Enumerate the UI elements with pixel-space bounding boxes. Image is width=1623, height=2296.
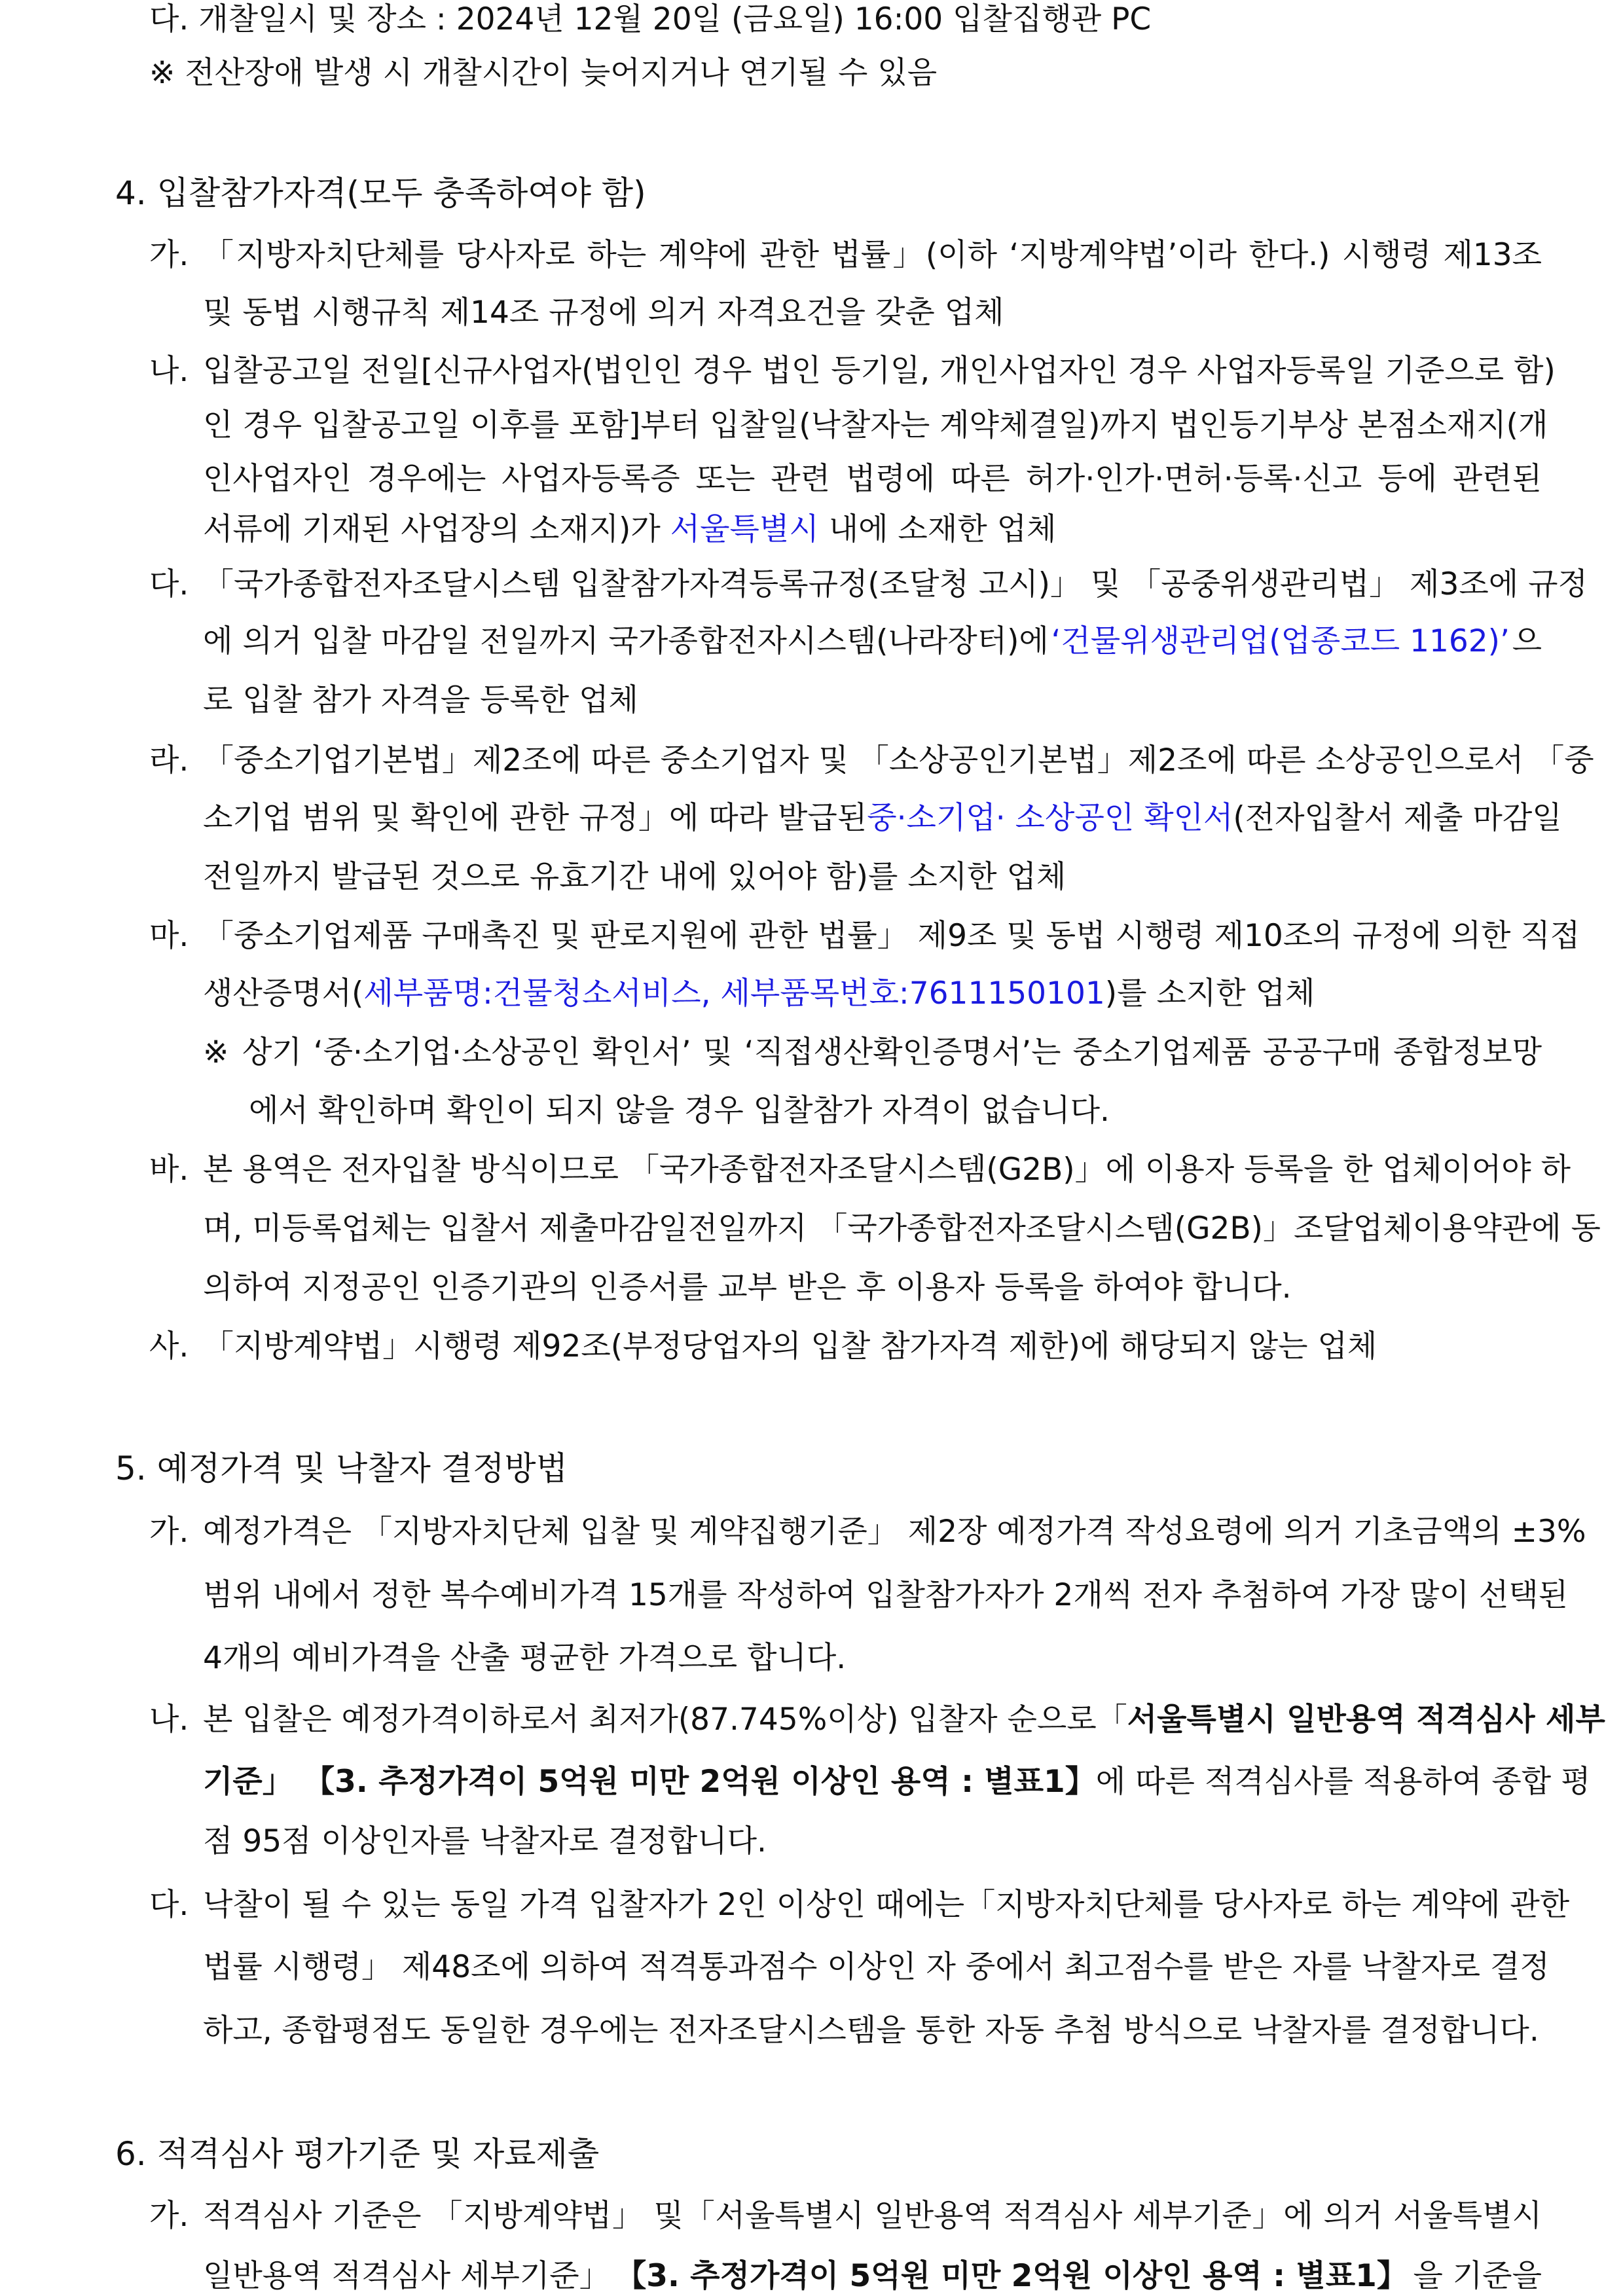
s4-item-da-line1: 「국가종합전자조달시스템 입찰참가자격등록규정(조달청 고시)」 및 「공중위생관리법」 제3조에 규정 xyxy=(203,566,1588,602)
product-number-highlight: 세부품명:건물청소서비스, 세부품목번호:7611150101 xyxy=(363,975,1105,1011)
s4-item-ra-line1: 「중소기업기본법」제2조에 따른 중소기업자 및 「소상공인기본법」제2조에 따른 소상공인으로서 「중 xyxy=(203,742,1594,778)
appendix-1-bold: 기준」 【3. 추정가격이 5억원 미만 2억원 이상인 용역 : 별표1】 xyxy=(203,1764,1096,1800)
s4-item-ba-line1: 본 용역은 전자입찰 방식이므로 「국가종합전자조달시스템(G2B)」에 이용자 등록을 한 업체이어야 하 xyxy=(203,1152,1571,1188)
s4-item-sa-line1: 「지방계약법」시행령 제92조(부정당업자의 입찰 참가자격 제한)에 해당되지 않는 업체 xyxy=(203,1328,1377,1364)
seoul-criteria-bold: 서울특별시 일반용역 적격심사 세부 xyxy=(1127,1702,1605,1738)
section-6-heading: 6. 적격심사 평가기준 및 자료제출 xyxy=(115,2135,600,2173)
section-5-heading: 5. 예정가격 및 낙찰자 결정방법 xyxy=(115,1449,568,1487)
outage-note-line: ※ 전산장애 발생 시 개찰시간이 늦어지거나 연기될 수 있음 xyxy=(149,55,938,91)
s5-item-ga-label: 가. xyxy=(149,1514,189,1550)
s5-item-na-label: 나. xyxy=(149,1702,189,1738)
opening-schedule-line: 다. 개찰일시 및 장소 : 2024년 12월 20일 (금요일) 16:00 입찰집행관 PC xyxy=(149,1,1152,37)
s4-item-ra-line2: 소기업 범위 및 확인에 관한 규정」에 따라 발급된 중·소기업· 소상공인 확인서 (전자입찰서 제출 마감일 xyxy=(203,799,1542,838)
s4-item-da-line2: 에 의거 입찰 마감일 전일까지 국가종합전자시스템(나라장터)에 ‘건물위생관리업(업종코드 1162)’ 으 xyxy=(203,622,1542,661)
s5-item-ga-line1: 예정가격은 「지방자치단체 입찰 및 계약집행기준」 제2장 예정가격 작성요령에 의거 기초금액의 ±3% xyxy=(203,1514,1586,1550)
s4-item-na-line2: 인 경우 입찰공고일 이후를 포함]부터 입찰일(낙찰자는 계약체결일)까지 법인등기부상 본점소재지(개 xyxy=(203,407,1548,443)
s5-item-da-label: 다. xyxy=(149,1887,189,1923)
s4-item-ga-label: 가. xyxy=(149,237,189,273)
s4-item-ma-note2: 에서 확인하며 확인이 되지 않을 경우 입찰참가 자격이 없습니다. xyxy=(249,1093,1110,1129)
s5-item-ga-line2: 범위 내에서 정한 복수예비가격 15개를 작성하여 입찰참가자가 2개씩 전자 추첨하여 가장 많이 선택된 xyxy=(203,1577,1569,1613)
sme-certificate-highlight: 중·소기업· 소상공인 확인서 xyxy=(867,800,1233,836)
s4-item-na-line4: 서류에 기재된 사업장의 소재지)가 서울특별시 내에 소재한 업체 xyxy=(203,511,1057,547)
s5-item-na-line1: 본 입찰은 예정가격이하로서 최저가(87.745%이상) 입찰자 순으로「 서울특별시 일반용역 적격심사 세부 xyxy=(203,1700,1542,1740)
s4-item-ma-line2: 생산증명서(세부품명:건물청소서비스, 세부품목번호:7611150101)를 소지한 업체 xyxy=(203,975,1315,1011)
s4-item-ra-line3: 전일까지 발급된 것으로 유효기간 내에 있어야 함)를 소지한 업체 xyxy=(203,859,1067,895)
s4-item-sa-label: 사. xyxy=(149,1328,189,1364)
s4-item-ga-line1: 「지방자치단체를 당사자로 하는 계약에 관한 법률」(이하 ‘지방계약법’이라 한다.) 시행령 제13조 xyxy=(203,237,1542,273)
s4-item-ba-line2: 며, 미등록업체는 입찰서 제출마감일전일까지 「국가종합전자조달시스템(G2B)」조달업체이용약관에 동 xyxy=(203,1211,1601,1247)
s6-item-ga-label: 가. xyxy=(149,2198,189,2234)
s4-item-da-label: 다. xyxy=(149,566,189,602)
s4-item-na-line1: 입찰공고일 전일[신규사업자(법인인 경우 법인 등기일, 개인사업자인 경우 사업자등록일 기준으로 함) xyxy=(203,353,1556,389)
s4-item-da-line3: 로 입찰 참가 자격을 등록한 업체 xyxy=(203,682,638,718)
s4-item-ba-label: 바. xyxy=(149,1152,189,1188)
s4-item-ma-label: 마. xyxy=(149,918,189,954)
section-4-heading: 4. 입찰참가자격(모두 충족하여야 함) xyxy=(115,174,646,212)
s4-item-ga-line2: 및 동법 시행규칙 제14조 규정에 의거 자격요건을 갖춘 업체 xyxy=(203,295,1004,331)
s5-item-na-line3: 점 95점 이상인자를 낙찰자로 결정합니다. xyxy=(203,1823,767,1859)
business-code-highlight: ‘건물위생관리업(업종코드 1162)’ xyxy=(1051,623,1510,659)
s5-item-da-line2: 법률 시행령」 제48조에 의하여 적격통과점수 이상인 자 중에서 최고점수를 받은 자를 낙찰자로 결정 xyxy=(203,1949,1550,1985)
s6-item-ga-line2: 일반용역 적격심사 세부기준」 【3. 추정가격이 5억원 미만 2억원 이상인 용역 : 별표1】 을 기준을 xyxy=(203,2257,1542,2296)
s4-item-ma-note1: ※ 상기 ‘중·소기업·소상공인 확인서’ 및 ‘직접생산확인증명서’는 중소기업제품 공공구매 종합정보망 xyxy=(203,1034,1542,1070)
s4-item-na-line3: 인사업자인 경우에는 사업자등록증 또는 관련 법령에 따른 허가·인가·면허·등록·신고 등에 관련된 xyxy=(203,461,1542,497)
seoul-highlight: 서울특별시 xyxy=(670,511,819,547)
s5-item-na-line2: 기준」 【3. 추정가격이 5억원 미만 2억원 이상인 용역 : 별표1】 에 따른 적격심사를 적용하여 종합 평 xyxy=(203,1762,1542,1802)
s5-item-ga-line3: 4개의 예비가격을 산출 평균한 가격으로 합니다. xyxy=(203,1640,847,1676)
s6-item-ga-line1: 적격심사 기준은 「지방계약법」 및「서울특별시 일반용역 적격심사 세부기준」에 의거 서울특별시 xyxy=(203,2198,1542,2234)
s5-item-da-line1: 낙찰이 될 수 있는 동일 가격 입찰자가 2인 이상인 때에는「지방자치단체를 당사자로 하는 계약에 관한 xyxy=(203,1887,1570,1923)
s4-item-ma-line1: 「중소기업제품 구매촉진 및 판로지원에 관한 법률」 제9조 및 동법 시행령 제10조의 규정에 의한 직접 xyxy=(203,918,1580,954)
s5-item-da-line3: 하고, 종합평점도 동일한 경우에는 전자조달시스템을 통한 자동 추첨 방식으로 낙찰자를 결정합니다. xyxy=(203,2013,1539,2049)
s4-item-ra-label: 라. xyxy=(149,742,189,778)
s4-item-ba-line3: 의하여 지정공인 인증기관의 인증서를 교부 받은 후 이용자 등록을 하여야 합니다. xyxy=(203,1269,1292,1305)
s4-item-na-label: 나. xyxy=(149,353,189,389)
appendix-1-bold-s6: 【3. 추정가격이 5억원 미만 2억원 이상인 용역 : 별표1】 xyxy=(615,2258,1408,2294)
